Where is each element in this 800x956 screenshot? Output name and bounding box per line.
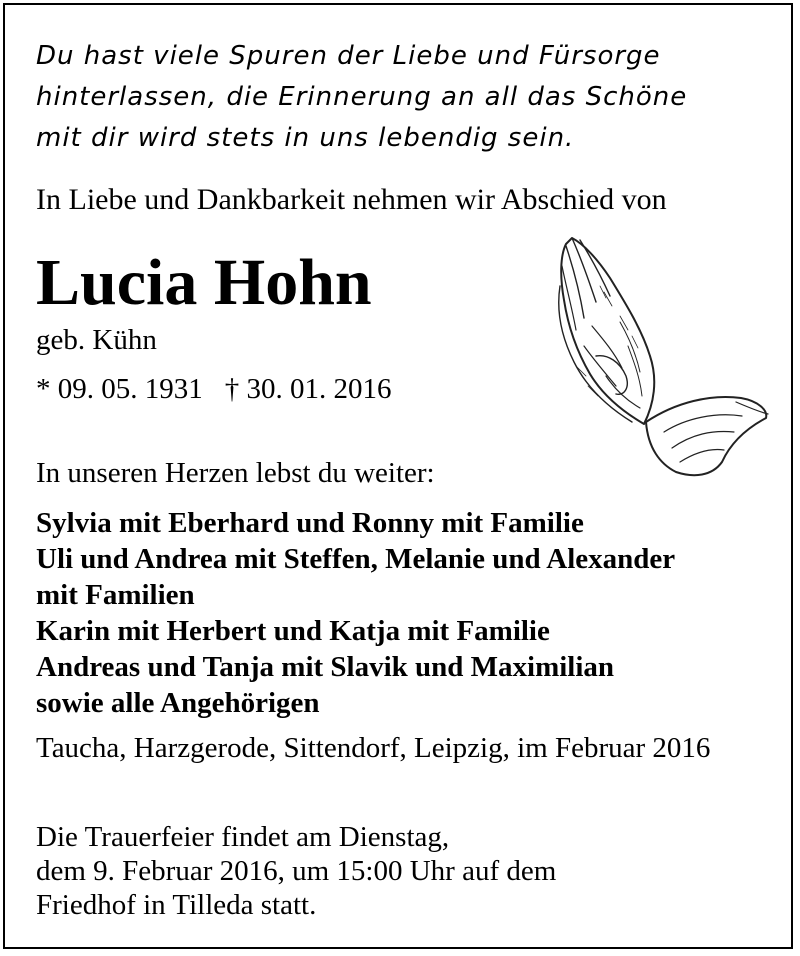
farewell-intro: In Liebe und Dankbarkeit nehmen wir Abschied von: [36, 183, 667, 216]
praying-hands-icon: [536, 226, 772, 486]
place-and-date: Taucha, Harzgerode, Sittendorf, Leipzig, im Februar 2016: [36, 732, 711, 764]
mourner-line: mit Familien: [36, 579, 195, 611]
mourner-line: Karin mit Herbert und Katja mit Familie: [36, 615, 550, 647]
ceremony-line: Friedhof in Tilleda statt.: [36, 889, 317, 921]
verse-line: hinterlassen, die Erinnerung an all das Schöne: [36, 82, 688, 112]
memorial-verse: [36, 36, 736, 159]
mourner-line: sowie alle Angehörigen: [36, 687, 320, 719]
birth-name: geb. Kühn: [36, 324, 157, 356]
mourner-line: Sylvia mit Eberhard und Ronny mit Familie: [36, 507, 584, 539]
deceased-name: Lucia Hohn: [36, 246, 372, 319]
mourners-list: [36, 505, 786, 721]
funeral-notice: [36, 820, 756, 922]
hearts-line: In unseren Herzen lebst du weiter:: [36, 457, 435, 489]
death-date: † 30. 01. 2016: [224, 373, 392, 405]
mourner-line: Andreas und Tanja mit Slavik und Maximilian: [36, 651, 615, 683]
life-dates: [36, 370, 392, 408]
verse-line: mit dir wird stets in uns lebendig sein.: [36, 123, 575, 153]
birth-date: * 09. 05. 1931: [36, 373, 203, 405]
ceremony-line: Die Trauerfeier findet am Dienstag,: [36, 821, 450, 853]
mourner-line: Uli und Andrea mit Steffen, Melanie und Alexander: [36, 543, 676, 575]
verse-line: Du hast viele Spuren der Liebe und Fürsorge: [36, 41, 661, 71]
ceremony-line: dem 9. Februar 2016, um 15:00 Uhr auf dem: [36, 855, 557, 887]
